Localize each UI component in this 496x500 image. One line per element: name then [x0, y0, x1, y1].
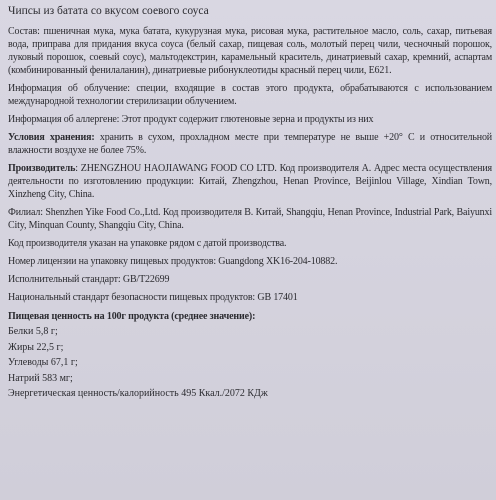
nutrition-header: Пищевая ценность на 100г продукта (среднее значение): — [8, 310, 256, 322]
producer-info — [8, 162, 492, 201]
nutrition-section — [8, 309, 492, 402]
storage-text: хранить в сухом, прохладном месте при температуре не выше +20° С и относительной влажности воздухе не более 75%. — [8, 131, 493, 156]
storage-label: Условия хранения: — [8, 131, 95, 143]
nutrition-fat: Жиры 22,5 г; — [8, 341, 64, 353]
irradiation-info: Информация об облучение: специи, входящие в состав этого продукта, обрабатываются с использованием международной технологии стерилизации облучением. — [8, 82, 492, 107]
producer-label: Производитель — [8, 162, 76, 174]
nutrition-carbs: Углеводы 67,1 г; — [8, 357, 78, 369]
branch-info: Филиал: Shenzhen Yike Food Co.,Ltd. Код производителя В. Китай, Shangqiu, Henan Province, Industrial Park, Baiyunxi City, Minquan County, Shangqiu City, China. — [8, 206, 492, 231]
allergen-info: Информация об аллергене: Этот продукт содержит глютеновые зерна и продукты из них — [8, 113, 374, 125]
nutrition-sodium: Натрий 583 мг; — [8, 372, 73, 384]
producer-text: : ZHENGZHOU HAOJIAWANG FOOD CO LTD. Код производителя А. Адрес места осуществления деятельности по изготовлению продукции: Китай, Zhengzhou, Henan Province, Beijinlou Village, Xindian Town, Xinzheng City, China. — [8, 162, 492, 200]
product-title: Чипсы из батата со вкусом соевого соуса — [8, 5, 209, 17]
exec-standard: Исполнительный стандарт: GB/T22699 — [8, 273, 170, 285]
nutrition-protein: Белки 5,8 г; — [8, 326, 58, 338]
national-standard: Национальный стандарт безопасности пищевых продуктов: GB 17401 — [8, 291, 298, 303]
license-number: Номер лицензии на упаковку пищевых продуктов: Guangdong XK16-204-10882. — [8, 255, 338, 267]
nutrition-energy: Энергетическая ценность/калорийность 495 Ккал./2072 КДж — [8, 388, 268, 400]
storage-conditions — [8, 131, 492, 157]
composition-text: Состав: пшеничная мука, мука батата, кукурузная мука, рисовая мука, растительное масло, соль, сахар, питьевая вода, приправа для придания вкуса соуса (белый сахар, пищевая соль, молотый перец чили, чесночный порошок, луковый порошок, соевый соус), мальтодекстрин, карамельный краситель, динатриевый сахар, кремний, аспартам (комбинированный фенилаланин), динатриевые рибонуклеотиды красный перец чили, Е621. — [8, 25, 492, 76]
producer-code-note: Код производителя указан на упаковке рядом с датой производства. — [8, 237, 287, 249]
